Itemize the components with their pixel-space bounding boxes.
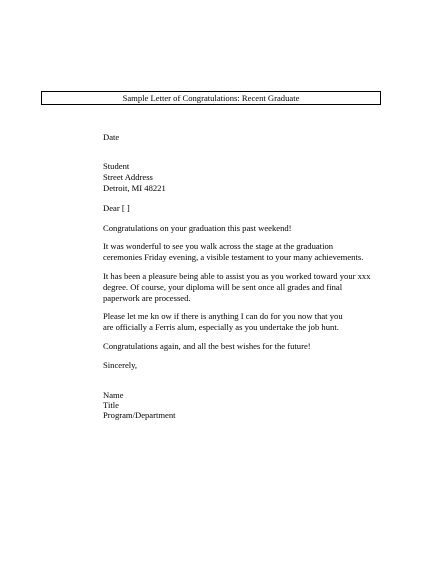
- paragraph-4-line-2: are officially a Ferris alum, especially as you undertake the job hunt.: [103, 322, 339, 332]
- paragraph-3-line-2: degree. Of course, your diploma will be sent once all grades and final: [103, 282, 343, 292]
- letter-title: Sample Letter of Congratulations: Recent Graduate: [41, 91, 381, 105]
- paragraph-3-line-1: It has been a pleasure being able to assist you as you worked toward your xxx: [103, 271, 371, 281]
- paragraph-2-line-2: ceremonies Friday evening, a visible testament to your many achievements.: [103, 252, 364, 262]
- paragraph-2-line-1: It was wonderful to see you walk across the stage at the graduation: [103, 241, 334, 251]
- signature-department: Program/Department: [103, 410, 176, 420]
- signature-name: Name: [103, 390, 124, 400]
- paragraph-3-line-3: paperwork are processed.: [103, 293, 191, 303]
- recipient-street: Street Address: [103, 172, 153, 182]
- paragraph-1-line-1: Congratulations on your graduation this past weekend!: [103, 223, 292, 233]
- paragraph-5-line-1: Congratulations again, and all the best wishes for the future!: [103, 341, 311, 351]
- salutation: Dear [ ]: [103, 203, 130, 213]
- closing: Sincerely,: [103, 360, 138, 370]
- date-line: Date: [103, 132, 120, 142]
- recipient-name: Student: [103, 161, 130, 171]
- signature-title: Title: [103, 400, 119, 410]
- paragraph-4-line-1: Please let me kn ow if there is anything I can do for you now that you: [103, 311, 343, 321]
- recipient-city: Detroit, MI 48221: [103, 183, 166, 193]
